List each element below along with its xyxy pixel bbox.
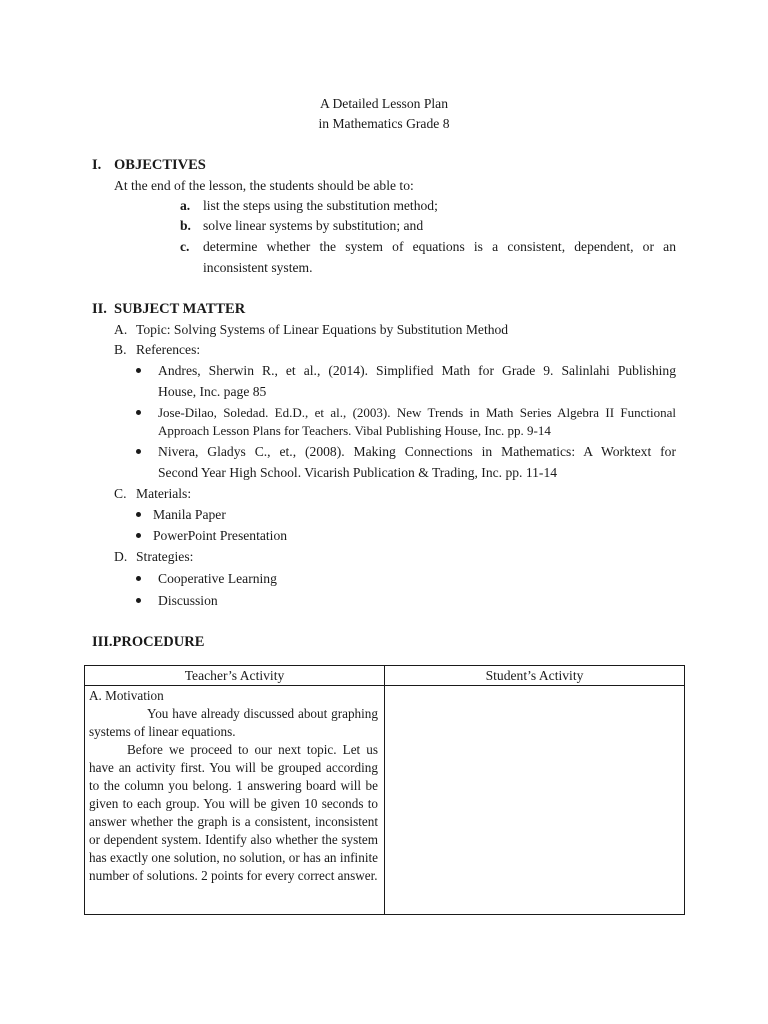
materials-letter: C.	[114, 486, 127, 501]
bullet-icon	[136, 449, 141, 454]
student-activity-header: Student’s Activity	[485, 668, 584, 683]
procedure-heading: III.PROCEDURE	[92, 634, 205, 650]
strategy-item: Discussion	[158, 593, 218, 608]
bullet-icon	[136, 512, 141, 517]
bullet-icon	[136, 576, 141, 581]
objectives-heading: OBJECTIVES	[114, 157, 206, 173]
subject-matter-heading: SUBJECT MATTER	[114, 301, 246, 317]
material-item: PowerPoint Presentation	[153, 528, 288, 543]
objective-b-text: solve linear systems by substitution; and	[203, 218, 424, 233]
topic-letter: A.	[114, 322, 128, 337]
reference-2-line2: Approach Lesson Plans for Teachers. Vibal Publishing House, Inc. pp. 9-14	[158, 423, 551, 438]
document-subtitle: in Mathematics Grade 8	[318, 116, 450, 131]
objective-a-letter: a.	[180, 198, 191, 213]
document-title: A Detailed Lesson Plan	[320, 96, 448, 111]
reference-3-line2: Second Year High School. Vicarish Publication & Trading, Inc. pp. 11-14	[158, 465, 558, 480]
teacher-activity-header: Teacher’s Activity	[184, 668, 285, 683]
strategies-label: Strategies:	[136, 549, 194, 564]
reference-2-line1: Jose-Dilao, Soledad. Ed.D., et al., (2003). New Trends in Math Series Algebra II Functional	[158, 405, 676, 420]
references-letter: B.	[114, 342, 127, 357]
objectives-intro: At the end of the lesson, the students should be able to:	[114, 178, 414, 193]
motivation-paragraph-2: Before we proceed to our next topic. Let us have an activity first. You will be grouped according to the column you belong. 1 answering board will be given to each group. You will be given 10 seconds to answer whether the graph is a consistent, inconsistent or dependent system. Identify also whether the system has exactly one solution, no solution, or has an infinite number of solutions. 2 points for every correct answer.	[89, 742, 378, 883]
bullet-icon	[136, 533, 141, 538]
material-item: Manila Paper	[153, 507, 226, 522]
procedure-table	[84, 665, 685, 915]
strategies-letter: D.	[114, 549, 128, 564]
objective-b-letter: b.	[180, 218, 191, 233]
objective-c-text-line2: inconsistent system.	[203, 260, 313, 275]
references-label: References:	[136, 342, 201, 357]
subject-matter-numeral: II.	[92, 301, 107, 317]
objective-a-text: list the steps using the substitution method;	[203, 198, 438, 213]
bullet-icon	[136, 598, 141, 603]
reference-1-line2: House, Inc. page 85	[158, 384, 267, 399]
student-activity-cell	[385, 686, 684, 914]
reference-1-line1: Andres, Sherwin R., et al., (2014). Simplified Math for Grade 9. Salinlahi Publishing	[158, 363, 676, 378]
objectives-numeral: I.	[92, 157, 102, 173]
motivation-subheading: A. Motivation	[89, 688, 164, 703]
bullet-icon	[136, 368, 141, 373]
bullet-icon	[136, 410, 141, 415]
objective-c-text-line1: determine whether the system of equations is a consistent, dependent, or an	[203, 239, 676, 254]
objective-c-letter: c.	[180, 239, 190, 254]
strategy-item: Cooperative Learning	[158, 571, 277, 586]
motivation-paragraph-1: You have already discussed about graphing systems of linear equations.	[89, 706, 378, 739]
reference-3-line1: Nivera, Gladys C., et., (2008). Making Connections in Mathematics: A Worktext for	[158, 444, 676, 459]
topic-text: Topic: Solving Systems of Linear Equations by Substitution Method	[136, 322, 509, 337]
materials-label: Materials:	[136, 486, 192, 501]
teacher-activity-cell	[89, 687, 378, 885]
